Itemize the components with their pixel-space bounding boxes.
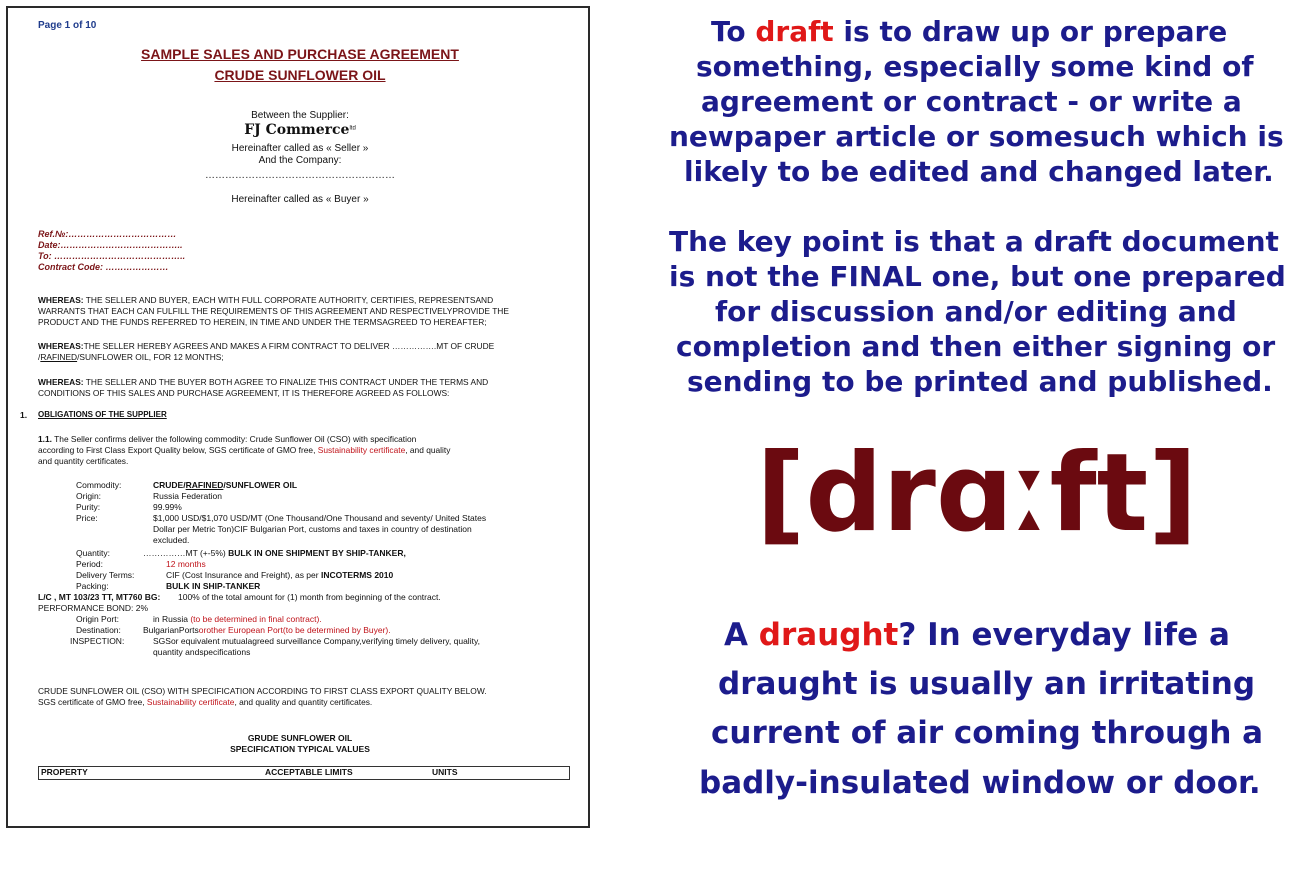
origin-port-red: (to be determined in final contract). — [190, 614, 322, 624]
buyer-hereinafter: Hereinafter called as « Buyer » — [231, 194, 369, 205]
commodity-label: Commodity: — [76, 480, 122, 490]
closing-paragraph — [38, 686, 560, 708]
origin-label: Origin: — [76, 491, 102, 501]
document-title: SAMPLE SALES AND PURCHASE AGREEMENT — [141, 46, 459, 62]
commodity-a: CRUDE/ — [153, 480, 186, 490]
table-title: GRUDE SUNFLOWER OIL — [247, 733, 353, 743]
rafined-text: RAFINED — [40, 352, 78, 362]
date-field: Date:………………………………….. — [38, 240, 183, 250]
purity-label: Purity: — [76, 502, 101, 512]
period-label: Period: — [76, 559, 103, 569]
delivery-a: CIF (Cost Insurance and Freight), as per — [166, 570, 321, 580]
packing-value: BULK IN SHIP-TANKER — [166, 581, 261, 591]
whereas-2-line-2: /SUNFLOWER OIL, FOR 12 MONTHS; — [77, 352, 224, 362]
definition-line-4: newpaper article or somesuch which is — [669, 120, 1284, 153]
highlight-draft: draft — [755, 15, 834, 48]
closing-line-2-end: , and quality and quantity certificates. — [234, 697, 373, 707]
price-label: Price: — [76, 513, 98, 523]
period-value: 12 months — [166, 559, 206, 569]
to-field: To: …………………………………….. — [38, 251, 186, 261]
section-title: OBLIGATIONS OF THE SUPPLIER — [38, 410, 167, 419]
between-supplier: Between the Supplier: — [251, 110, 349, 121]
whereas-lead: WHEREAS: — [38, 341, 84, 351]
destination-a: BulgarianPorts — [143, 625, 199, 635]
clause-1-1 — [38, 434, 560, 467]
whereas-1-line-1: THE SELLER AND BUYER, EACH WITH FULL CORPORATE AUTHORITY, CERTIFIES, REPRESENTSAND — [85, 295, 494, 305]
phonetic-transcription: [drɑːft] — [756, 431, 1198, 556]
section-number: 1. — [20, 410, 28, 420]
clause-line-1: The Seller confirms deliver the following commodity: Crude Sunflower Oil (CSO) with specification — [54, 434, 417, 444]
header-units: UNITS — [432, 767, 458, 777]
origin-port-value — [153, 614, 322, 625]
draught-line-3: current of air coming through a — [711, 715, 1264, 751]
clause-line-2: according to First Class Export Quality below, SGS certificate of GMO free, — [38, 445, 318, 455]
spec-table-header — [38, 766, 570, 780]
definition-line-2: something, especially some kind of — [696, 50, 1254, 83]
whereas-1-line-3: PRODUCT AND THE FUNDS REFERRED TO HEREIN, IN TIME AND UNDER THE TERMSAGREED TO HEREAFTER; — [38, 317, 487, 327]
document-subtitle: CRUDE SUNFLOWER OIL — [214, 67, 386, 83]
draught-line-2: draught is usually an irritating — [718, 666, 1256, 702]
keypoint-line-3: for discussion and/or editing and — [715, 295, 1237, 328]
header-limits: ACCEPTABLE LIMITS — [265, 767, 353, 777]
keypoint-line-1: The key point is that a draft document — [669, 225, 1279, 258]
definition-l1-a: To — [711, 15, 756, 48]
performance-bond: PERFORMANCE BOND: 2% — [38, 603, 149, 613]
whereas-1-line-2: WARRANTS THAT EACH CAN FULFILL THE REQUIREMENTS OF THIS AGREEMENT AND RESPECTIVELYPROVIDE THE — [38, 306, 509, 316]
draught-l1-a: A — [724, 617, 759, 653]
ref-number: Ref.№:……………………………… — [38, 229, 177, 239]
delivery-b: INCOTERMS 2010 — [320, 570, 394, 580]
lc-value: 100% of the total amount for (1) month from beginning of the contract. — [178, 592, 441, 602]
header-property: PROPERTY — [41, 767, 88, 777]
commodity-rafined: RAFINED — [185, 480, 224, 490]
delivery-label: Delivery Terms: — [76, 570, 135, 580]
closing-sustainability: Sustainability certificate — [146, 697, 235, 707]
clause-line-3: and quantity certificates. — [38, 456, 129, 466]
closing-line-1: CRUDE SUNFLOWER OIL (CSO) WITH SPECIFICATION ACCORDING TO FIRST CLASS EXPORT QUALITY BELOW. — [38, 686, 487, 696]
commodity-b: /SUNFLOWER OIL — [223, 480, 298, 490]
price-line-1: $1,000 USD/$1,070 USD/MT (One Thousand/One Thousand and seventy/ United States — [153, 513, 487, 523]
and-company: And the Company: — [258, 155, 342, 166]
inspection-line-2: quantity andspecifications — [153, 647, 251, 657]
company-blank: ………………………………………………… — [205, 170, 395, 181]
purity-value: 99.99% — [153, 502, 182, 512]
seller-hereinafter: Hereinafter called as « Seller » — [231, 143, 369, 154]
whereas-lead: WHEREAS: — [38, 377, 84, 387]
price-value — [153, 513, 560, 546]
draught-line-4: badly-insulated window or door. — [699, 765, 1261, 801]
clause-number: 1.1. — [38, 434, 52, 444]
whereas-2-slash: / — [38, 352, 41, 362]
contract-code: Contract Code: ………………… — [38, 262, 169, 272]
definition-line-1 — [711, 14, 1227, 49]
draught-l1-b: ? In everyday life a — [898, 617, 1230, 653]
destination-value — [143, 625, 391, 636]
supplier-name — [8, 122, 592, 138]
whereas-3-line-2: CONDITIONS OF THIS SALES AND PURCHASE AGREEMENT, IT IS THEREFORE AGREED AS FOLLOWS: — [38, 388, 450, 398]
quantity-a: ……………MT (+-5%) — [143, 548, 226, 558]
clause-line-2-end: , and quality — [405, 445, 451, 455]
delivery-value — [166, 570, 393, 581]
table-subtitle: SPECIFICATION TYPICAL VALUES — [230, 744, 370, 754]
agreement-document — [6, 6, 590, 828]
commodity-spec — [8, 480, 592, 680]
origin-port-a: in Russia — [153, 614, 191, 624]
quantity-value — [143, 548, 406, 559]
sustainability-text: Sustainability certificate — [317, 445, 406, 455]
page-number: Page 1 of 10 — [38, 20, 97, 31]
inspection-label: INSPECTION: — [70, 636, 125, 646]
whereas-clause-1 — [38, 295, 560, 328]
keypoint-line-5: sending to be printed and published. — [687, 365, 1273, 398]
whereas-3-line-1: THE SELLER AND THE BUYER BOTH AGREE TO FINALIZE THIS CONTRACT UNDER THE TERMS AND — [85, 377, 489, 387]
origin-port-label: Origin Port: — [76, 614, 119, 624]
origin-value: Russia Federation — [153, 491, 222, 501]
highlight-draught: draught — [758, 617, 899, 653]
quantity-b: BULK IN ONE SHIPMENT BY SHIP-TANKER, — [228, 548, 406, 558]
whereas-clause-2 — [38, 341, 560, 363]
inspection-line-1: SGSor equivalent mutualagreed surveillance Company,verifying timely delivery, quality, — [153, 636, 480, 646]
inspection-value — [153, 636, 560, 658]
quantity-label: Quantity: — [76, 548, 111, 558]
definition-line-3: agreement or contract - or write a — [701, 85, 1242, 118]
packing-label: Packing: — [76, 581, 109, 591]
keypoint-line-4: completion and then either signing or — [676, 330, 1276, 363]
whereas-lead: WHEREAS: — [38, 295, 84, 305]
lc-label: L/C , MT 103/23 TT, MT760 BG: — [38, 592, 161, 602]
keypoint-line-2: is not the FINAL one, but one prepared — [669, 260, 1286, 293]
definition-line-5: likely to be edited and changed later. — [684, 155, 1274, 188]
whereas-2-line-1: THE SELLER HEREBY AGREES AND MAKES A FIRM CONTRACT TO DELIVER …………….MT OF CRUDE — [83, 341, 495, 351]
price-line-3: excluded. — [153, 535, 190, 545]
whereas-clause-3 — [38, 377, 560, 399]
definition-l1-b: is to draw up or prepare — [833, 15, 1228, 48]
supplier-name-text: FJ Commerce — [244, 122, 350, 138]
supplier-suffix: ltd — [349, 125, 356, 132]
commodity-value — [153, 480, 297, 491]
destination-label: Destination: — [76, 625, 121, 635]
price-line-2: Dollar per Metric Ton)CIF Bulgarian Port, customs and taxes in country of destination — [153, 524, 472, 534]
destination-red: orother European Port(to be determined by Buyer). — [198, 625, 391, 635]
closing-line-2: SGS certificate of GMO free, — [38, 697, 147, 707]
draught-line-1 — [724, 611, 1230, 661]
